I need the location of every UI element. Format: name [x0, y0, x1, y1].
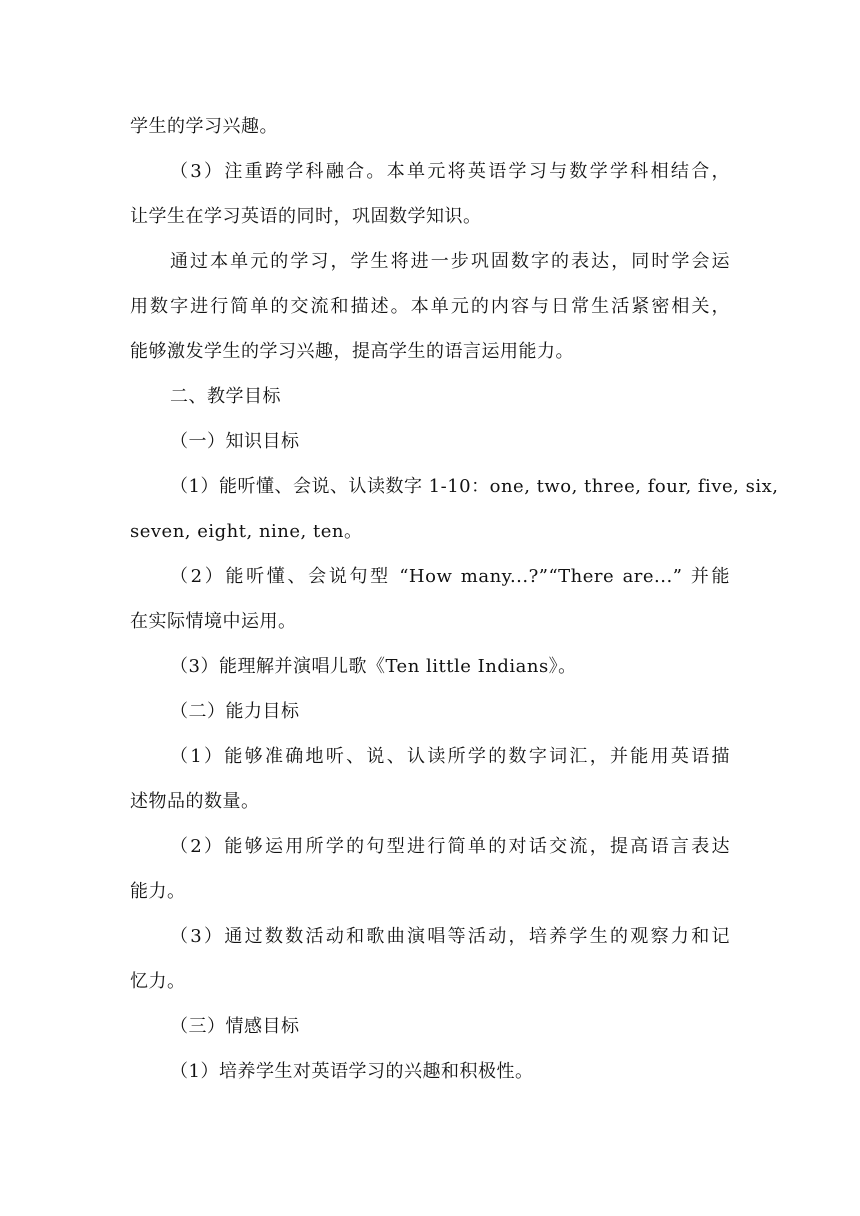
paragraph-line: （1）培养学生对英语学习的兴趣和积极性。: [170, 1061, 534, 1082]
paragraph-line: （3）注重跨学科融合。本单元将英语学习与数学学科相结合，: [170, 161, 730, 182]
paragraph-line: 通过本单元的学习，学生将进一步巩固数字的表达，同时学会运: [170, 251, 730, 272]
paragraph-line: 让学生在学习英语的同时，巩固数学知识。: [130, 206, 482, 227]
paragraph-line: （3）通过数数活动和歌曲演唱等活动，培养学生的观察力和记: [170, 926, 730, 947]
paragraph-line: 在实际情境中运用。: [130, 611, 297, 632]
paragraph-line: 述物品的数量。: [130, 791, 260, 812]
paragraph-line: （2）能够运用所学的句型进行简单的对话交流，提高语言表达: [170, 836, 730, 857]
paragraph-line: （1）能听懂、会说、认读数字 1-10：one, two, three, four, five, six,: [170, 476, 779, 497]
paragraph-line: 用数字进行简单的交流和描述。本单元的内容与日常生活紧密相关，: [130, 296, 730, 317]
subsection-heading: （二）能力目标: [170, 701, 300, 722]
section-heading: 二、教学目标: [170, 386, 281, 407]
subsection-heading: （一）知识目标: [170, 431, 300, 452]
paragraph-line: 能够激发学生的学习兴趣，提高学生的语言运用能力。: [130, 341, 574, 362]
paragraph-line: seven, eight, nine, ten。: [130, 521, 363, 542]
paragraph-line: 学生的学习兴趣。: [130, 116, 278, 137]
paragraph-line: （3）能理解并演唱儿歌《Ten little Indians》。: [170, 656, 577, 677]
paragraph-line: 能力。: [130, 881, 186, 902]
paragraph-line: 忆力。: [130, 971, 186, 992]
paragraph-line: （2）能听懂、会说句型 “How many...?”“There are...” 并能: [170, 566, 730, 587]
subsection-heading: （三）情感目标: [170, 1016, 300, 1037]
paragraph-line: （1）能够准确地听、说、认读所学的数字词汇，并能用英语描: [170, 746, 730, 767]
